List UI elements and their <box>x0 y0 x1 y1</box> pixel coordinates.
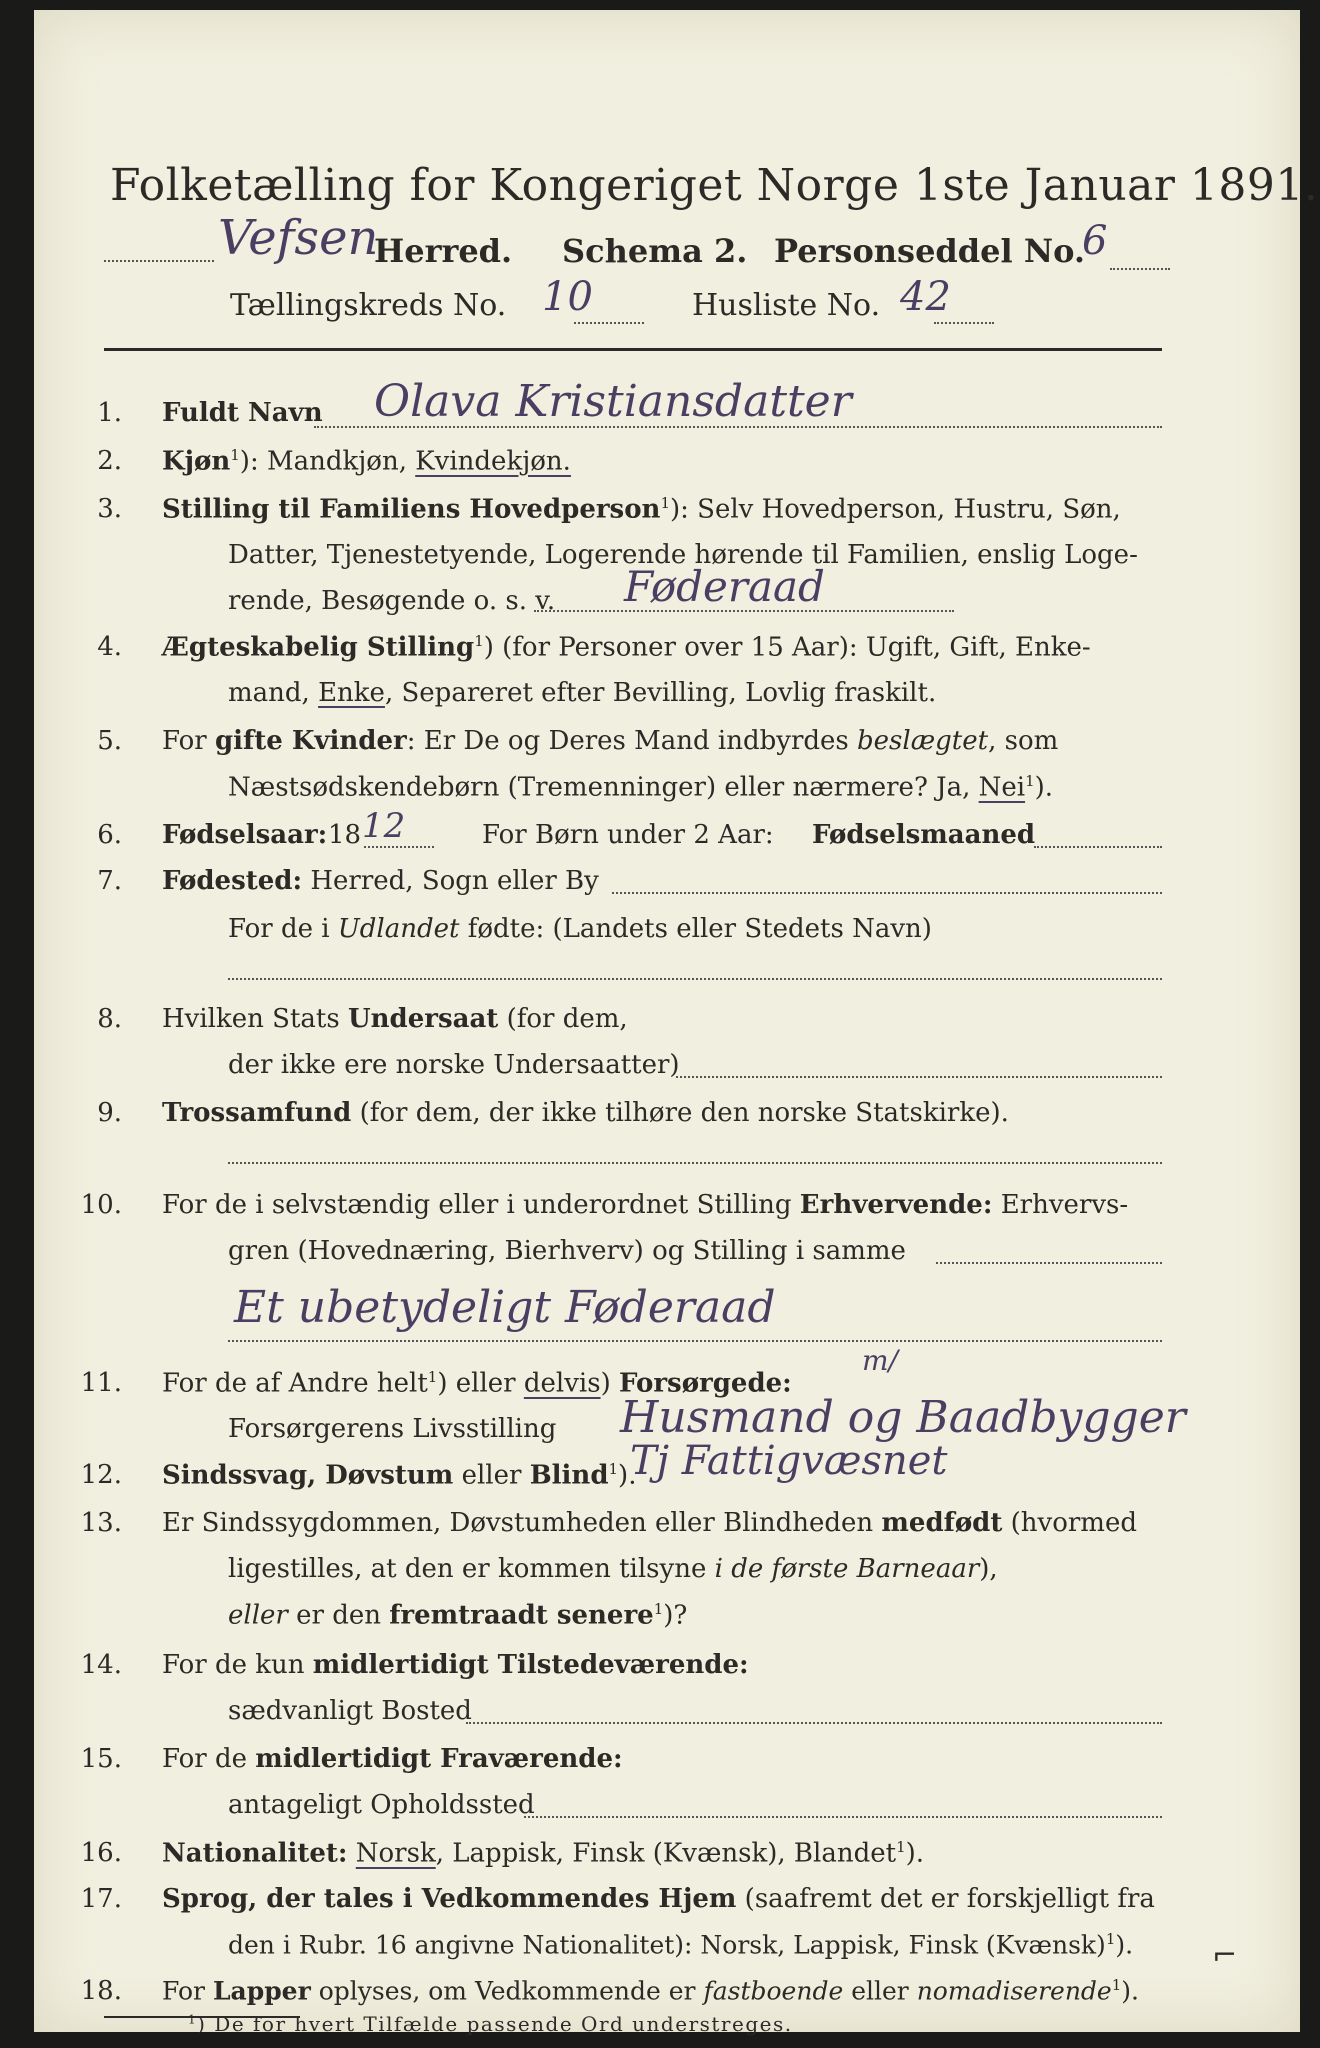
item-7-label: Fødested: <box>162 866 303 896</box>
item-14-line1 <box>162 1650 749 1680</box>
item-14-dots <box>466 1722 1162 1724</box>
item-4-number: 4. <box>97 632 122 662</box>
item-13-line2-i: i de første Barneaar <box>714 1554 980 1584</box>
item-12-label: Sindssvag, Døvstum <box>162 1460 454 1491</box>
item-3-sup: 1 <box>660 494 670 512</box>
item-15-line1 <box>162 1744 623 1774</box>
item-13-line2-b: ), <box>979 1554 998 1584</box>
tellingskreds-dots <box>574 322 644 324</box>
item-5-line1 <box>162 726 1058 756</box>
item-13-line2-a: ligestilles, at den er kommen tilsyne <box>228 1554 715 1584</box>
item-5-line1-i: beslægtet <box>857 726 989 756</box>
item-18-line-d: eller <box>843 1976 917 2006</box>
item-11-number: 11. <box>80 1368 122 1398</box>
item-12-sup: 1 <box>608 1460 619 1478</box>
item-10-line1-b: Erhvervende: <box>799 1190 993 1220</box>
item-18-line-b: Lapper <box>212 1976 311 2006</box>
herred-label: Herred. <box>374 232 513 270</box>
item-11-sup: 1 <box>427 1368 438 1386</box>
item-11-underlined: delvis <box>523 1368 601 1399</box>
item-1-label: Fuldt Navn <box>162 398 323 428</box>
item-4-sup: 1 <box>474 632 484 650</box>
item-15-number: 15. <box>80 1744 122 1774</box>
item-16-underlined: Norsk <box>355 1838 436 1869</box>
item-11-line1-d: Forsørgede: <box>618 1368 792 1399</box>
item-7-dots-2 <box>228 978 1162 980</box>
item-11-line1-b: ) eller <box>437 1368 524 1399</box>
item-13-line3-a: er den <box>287 1600 390 1631</box>
item-18-sup: 1 <box>1111 1976 1122 1994</box>
item-13-line1-a: Er Sindssygdommen, Døvstumheden eller Blindheden <box>162 1508 882 1538</box>
item-3-dots <box>534 610 954 612</box>
item-18-number: 18. <box>80 1976 122 2006</box>
item-4-line2 <box>228 678 936 708</box>
item-10-line1-c: Erhvervs- <box>992 1190 1129 1220</box>
item-18-close: ). <box>1121 1976 1139 2006</box>
item-13-line1-c: (hvormed <box>1002 1508 1137 1538</box>
item-10-line1-a: For de i selvstændig eller i underordnet Stilling <box>162 1190 800 1220</box>
item-12-label2: Blind <box>529 1460 609 1491</box>
item-14-line1-b: midlertidigt Tilstedeværende: <box>312 1650 749 1680</box>
item-17-close: ). <box>1115 1930 1134 1960</box>
item-7-dots <box>612 892 1162 894</box>
schema-label: Schema 2. <box>562 232 748 270</box>
item-16-number: 16. <box>80 1838 122 1868</box>
item-3-line1 <box>162 494 1121 525</box>
item-5-line2-c: ). <box>1034 772 1054 803</box>
item-17-line2-text: den i Rubr. 16 angivne Nationalitet): Norsk, Lappisk, Finsk (Kvænsk) <box>228 1930 1106 1960</box>
item-10-dots-2 <box>228 1340 1162 1342</box>
item-2-line <box>162 446 571 477</box>
item-15-line2: antageligt Opholdssted <box>228 1790 535 1820</box>
item-13-sup: 1 <box>653 1600 664 1618</box>
item-13-line2 <box>228 1554 998 1584</box>
item-2-underlined: Kvindekjøn. <box>415 446 571 477</box>
item-16-label: Nationalitet: <box>162 1838 348 1869</box>
item-18-line-c: oplyses, om Vedkommende er <box>310 1976 704 2006</box>
item-14-line2: sædvanligt Bosted <box>228 1696 472 1726</box>
item-8-number: 8. <box>97 1004 122 1034</box>
personseddel-dots <box>1110 268 1170 270</box>
footnote-text: ) De for hvert Tilfælde passende Ord understreges. <box>197 2012 793 2036</box>
item-8-line2: der ikke ere norske Undersaatter) <box>228 1050 680 1080</box>
item-16-text: , Lappisk, Finsk (Kvænsk), Blandet <box>435 1838 897 1869</box>
item-8-line1-b: Undersaat <box>347 1004 499 1034</box>
item-6-mid: For Børn under 2 Aar: <box>482 820 774 850</box>
item-13-line3 <box>228 1600 687 1631</box>
item-16-close: ). <box>905 1838 925 1869</box>
item-18-line-i1: fastboende <box>703 1976 844 2006</box>
item-4-underlined: Enke <box>318 678 385 708</box>
item-5-line2 <box>228 772 1053 803</box>
item-9-text: (for dem, der ikke tilhøre den norske Statskirke). <box>351 1098 1009 1128</box>
tellingskreds-value: 10 <box>542 274 593 320</box>
item-8-line1-a: Hvilken Stats <box>162 1004 348 1034</box>
header-rule <box>104 348 1162 351</box>
item-2-sup: 1 <box>230 446 240 464</box>
item-1-number: 1. <box>97 398 122 428</box>
item-7-line1 <box>162 866 599 896</box>
item-10-value: Et ubetydeligt Føderaad <box>234 1282 776 1333</box>
item-17-line1 <box>162 1884 1155 1914</box>
item-11-value: Husmand og Baadbygger <box>620 1392 1186 1443</box>
item-17-line1-rest: (saafremt det er forskjelligt fra <box>736 1884 1155 1914</box>
item-12-number: 12. <box>80 1460 122 1490</box>
item-17-label: Sprog, der tales i Vedkommendes Hjem <box>162 1884 737 1914</box>
husliste-value: 42 <box>900 274 951 320</box>
item-7-text: Herred, Sogn eller By <box>310 866 599 896</box>
item-1-dots <box>314 426 1162 428</box>
item-12-close: ). <box>618 1460 637 1491</box>
item-11-line1-a: For de af Andre helt <box>162 1368 428 1399</box>
herred-dots-left <box>104 260 214 262</box>
item-4-line1-rest: ) (for Personer over 15 Aar): Ugift, Gift, Enke- <box>483 632 1091 663</box>
item-5-line2-a: Næstsødskendebørn (Tremenninger) eller nærmere? Ja, <box>228 772 979 803</box>
footnote-sup: 1 <box>188 2012 198 2027</box>
item-6-label2: Fødselsmaaned <box>812 820 1036 850</box>
footnote <box>188 2012 793 2036</box>
item-4-line1 <box>162 632 1091 663</box>
corner-check-mark: ⌐ <box>1212 1938 1238 1973</box>
item-7-line2 <box>228 914 932 944</box>
item-18-line-a: For <box>162 1976 213 2006</box>
item-9-line <box>162 1098 1009 1128</box>
item-13-line3-b: fremtraadt senere <box>389 1600 654 1631</box>
item-10-number: 10. <box>80 1190 122 1220</box>
item-3-line2: Datter, Tjenestetyende, Logerende hørende til Familien, enslig Loge- <box>228 540 1138 570</box>
item-6-label: Fødselsaar: <box>162 820 328 850</box>
item-9-dots <box>228 1162 1162 1164</box>
item-11-annotation: m/ <box>862 1344 898 1377</box>
item-6-value: 12 <box>362 806 406 846</box>
personseddel-label: Personseddel No. <box>774 232 1085 270</box>
item-3-label: Stilling til Familiens Hovedperson <box>162 494 661 525</box>
item-13-line3-i: eller <box>228 1600 288 1631</box>
item-10-dots <box>936 1262 1162 1264</box>
item-16-line <box>162 1838 924 1869</box>
item-9-number: 9. <box>97 1098 122 1128</box>
item-18-line-i2: nomadiserende <box>916 1976 1112 2006</box>
item-6-dots-2 <box>1034 846 1162 848</box>
item-7-line2-i: Udlandet <box>337 914 460 944</box>
item-5-line1-b: gifte Kvinder <box>214 726 407 756</box>
item-8-line1-c: (for dem, <box>498 1004 628 1034</box>
item-8-dots <box>676 1076 1162 1078</box>
item-6-number: 6. <box>97 820 122 850</box>
item-15-dots <box>524 1816 1162 1818</box>
item-9-label: Trossamfund <box>162 1098 352 1128</box>
item-5-sup: 1 <box>1025 772 1035 790</box>
item-3-number: 3. <box>97 494 122 524</box>
item-5-underlined: Nei <box>978 772 1026 803</box>
item-4-label: Ægteskabelig Stilling <box>162 632 475 663</box>
item-11-line1-c: ) <box>600 1368 619 1399</box>
item-3-value: Føderaad <box>624 562 825 611</box>
item-12-text: eller <box>453 1460 530 1491</box>
item-2-number: 2. <box>97 446 122 476</box>
item-4-line2-b: , Separeret efter Bevilling, Lovlig fraskilt. <box>384 678 937 708</box>
husliste-dots <box>934 322 994 324</box>
tellingskreds-label: Tællingskreds No. <box>230 288 507 323</box>
item-3-line3: rende, Besøgende o. s. v. <box>228 586 556 616</box>
item-17-line2 <box>228 1930 1133 1959</box>
item-11-line2: Forsørgerens Livsstilling <box>228 1414 557 1444</box>
item-7-line2-b: fødte: (Landets eller Stedets Navn) <box>459 914 932 944</box>
item-6-dots <box>364 846 434 848</box>
item-12-value: Tj Fattigvæsnet <box>630 1438 948 1484</box>
item-7-number: 7. <box>97 866 122 896</box>
item-13-line1-b: medfødt <box>881 1508 1003 1538</box>
item-2-label: Kjøn <box>162 446 231 477</box>
item-18-line <box>162 1976 1139 2005</box>
item-8-line1 <box>162 1004 628 1034</box>
item-6-prefix: 18 <box>328 820 362 850</box>
item-4-line2-a: mand, <box>228 678 319 708</box>
form-title: Folketælling for Kongeriget Norge 1ste Januar 1891. <box>110 160 1319 211</box>
item-14-number: 14. <box>80 1650 122 1680</box>
item-1-value: Olava Kristiansdatter <box>374 376 852 427</box>
item-17-sup: 1 <box>1105 1930 1116 1948</box>
item-17-number: 17. <box>80 1884 122 1914</box>
item-5-line1-a: For <box>162 726 215 756</box>
item-13-number: 13. <box>80 1508 122 1538</box>
item-12-line <box>162 1460 636 1491</box>
item-16-sup: 1 <box>896 1838 906 1856</box>
item-5-line1-c: : Er De og Deres Mand indbyrdes <box>406 726 858 756</box>
item-13-line3-c: )? <box>663 1600 688 1631</box>
item-13-line1 <box>162 1508 1137 1538</box>
item-14-line1-a: For de kun <box>162 1650 313 1680</box>
item-15-line1-b: midlertidigt Fraværende: <box>255 1744 623 1774</box>
herred-value: Vefsen <box>218 210 379 266</box>
item-7-line2-a: For de i <box>228 914 338 944</box>
husliste-label: Husliste No. <box>692 288 881 323</box>
item-15-line1-a: For de <box>162 1744 256 1774</box>
item-3-line1-rest: ): Selv Hovedperson, Hustru, Søn, <box>670 494 1121 525</box>
item-10-line1 <box>162 1190 1128 1220</box>
personseddel-value: 6 <box>1082 218 1108 264</box>
census-form-page <box>34 10 1319 2032</box>
item-2-text: ): Mandkjøn, <box>239 446 416 477</box>
item-5-line1-d: , som <box>988 726 1059 756</box>
item-10-line2: gren (Hovednæring, Bierhverv) og Stilling i samme <box>228 1236 906 1266</box>
item-5-number: 5. <box>97 726 122 756</box>
